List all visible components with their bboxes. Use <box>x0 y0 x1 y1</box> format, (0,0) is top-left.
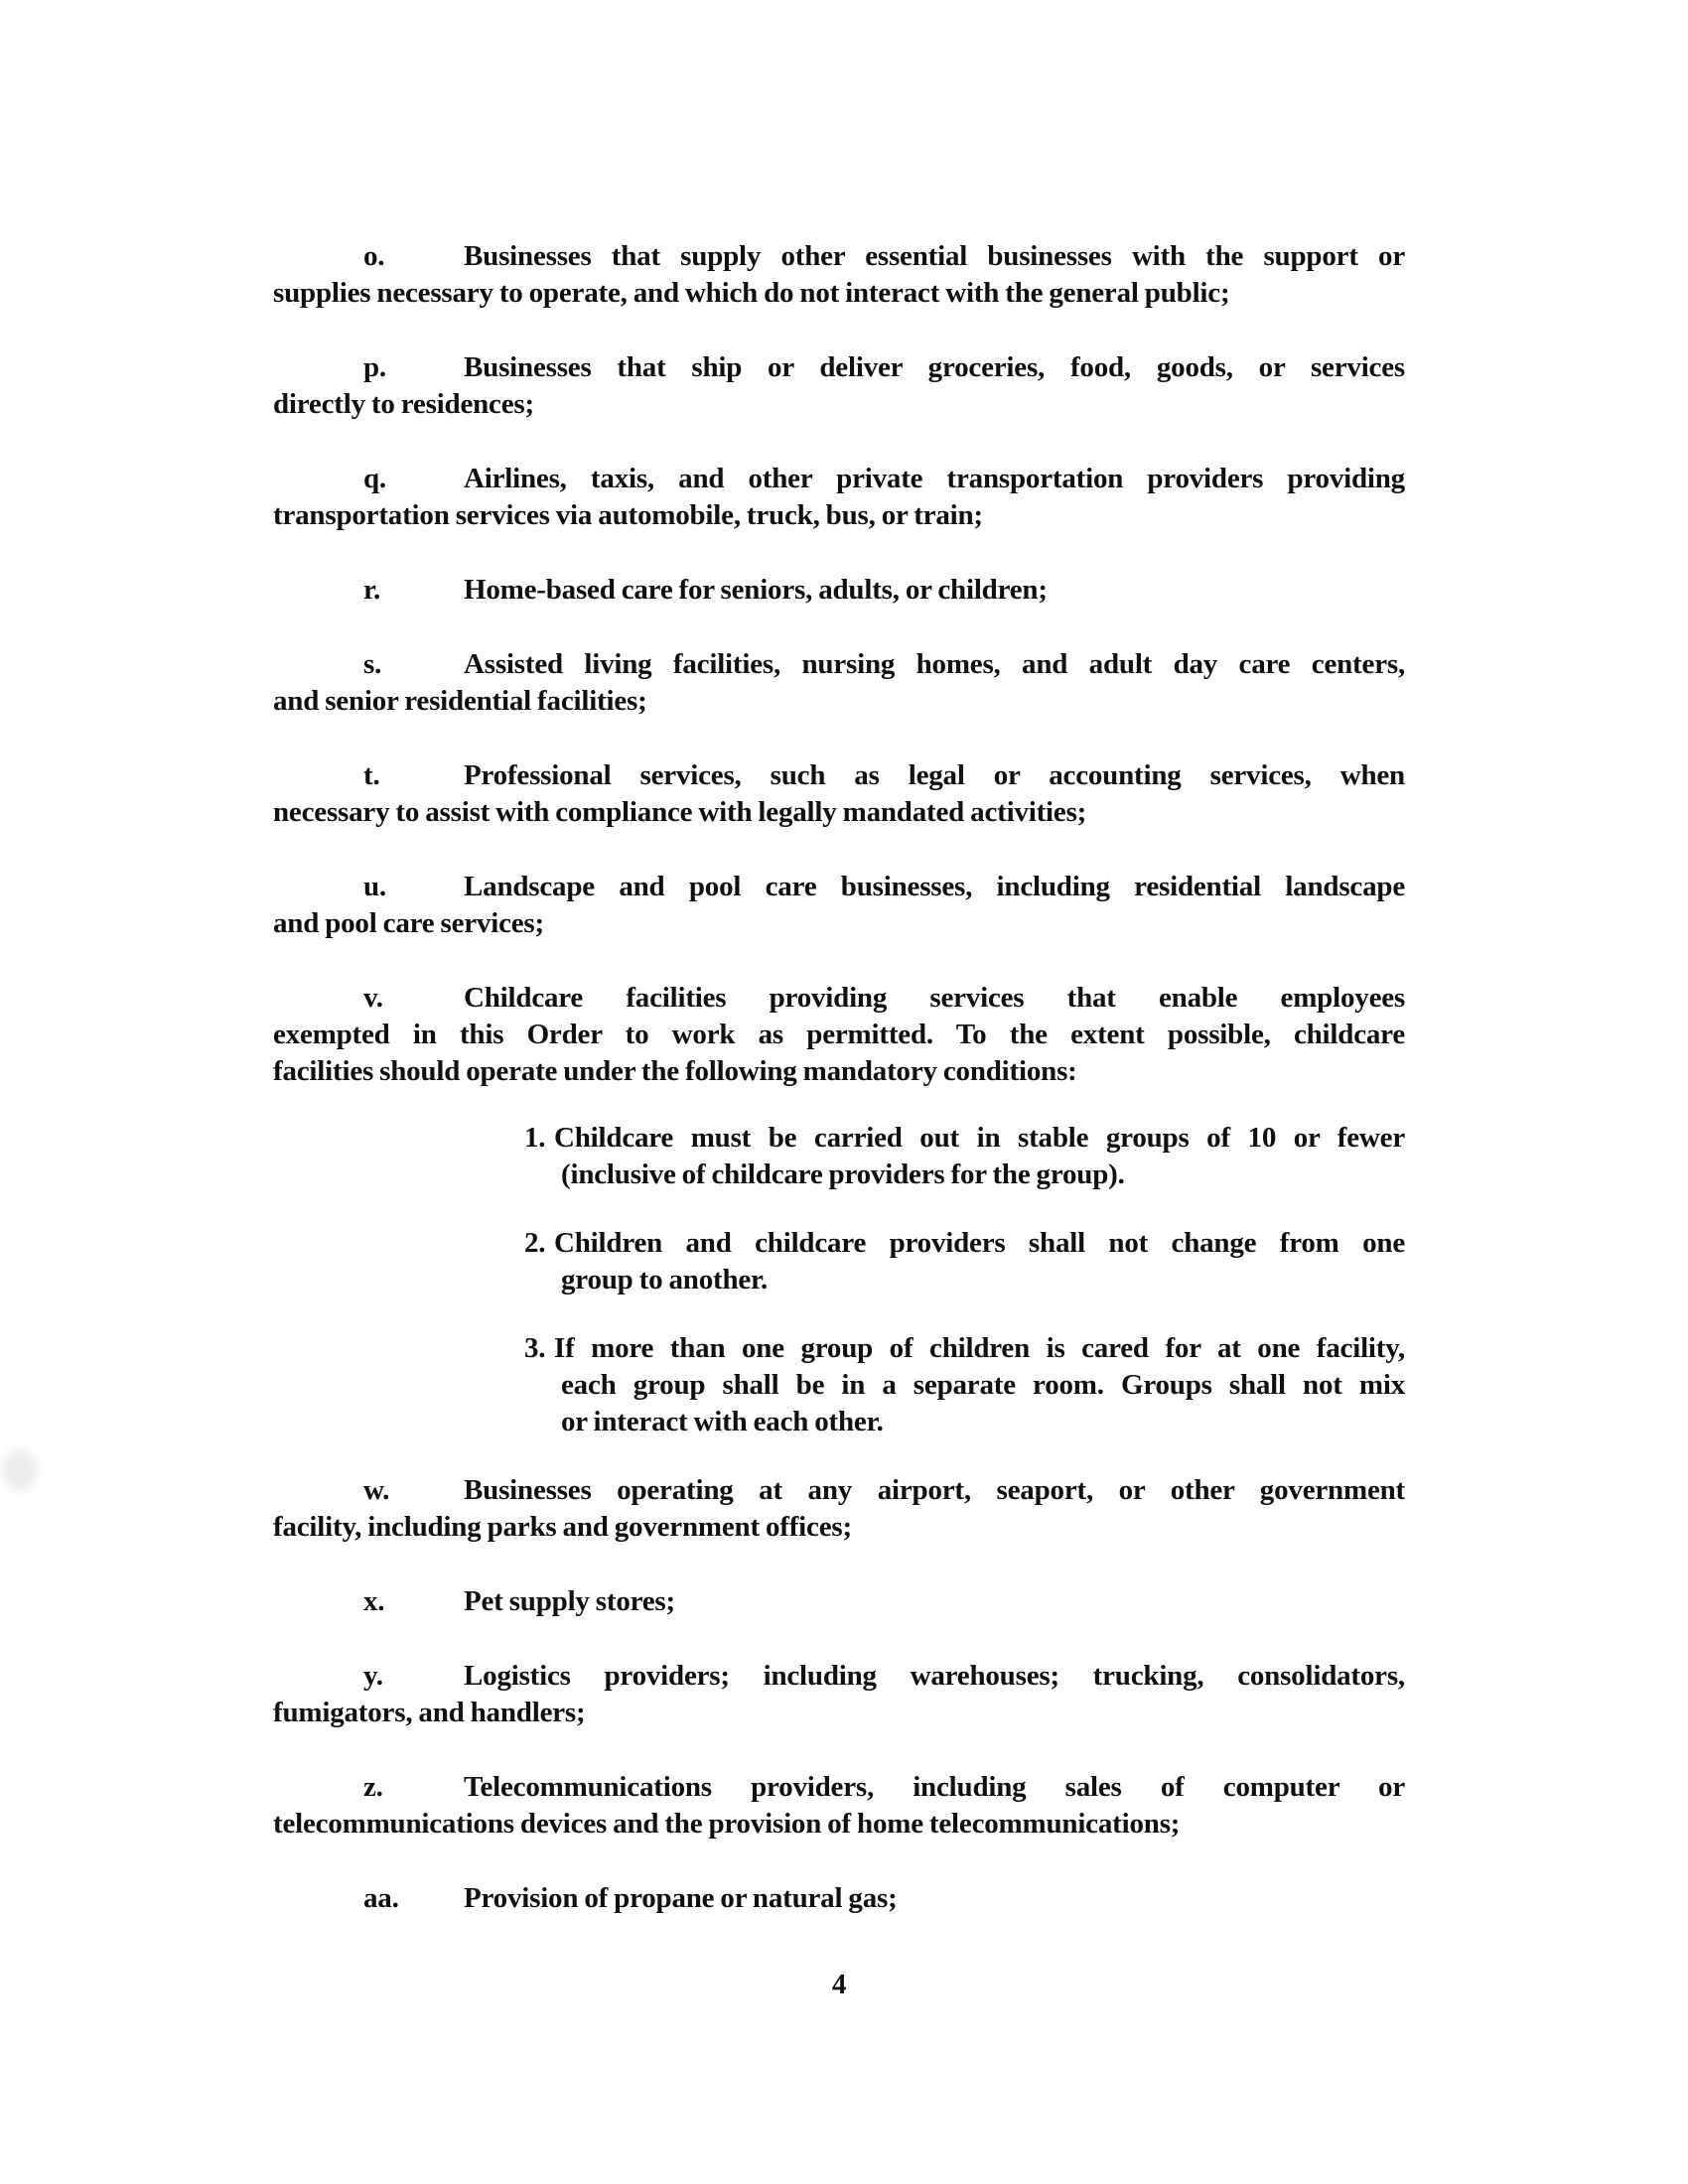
text-line: and senior residential facilities; <box>273 685 647 717</box>
item-text: Businesses that supply other essential businesses with the support or <box>464 240 1405 272</box>
text-line <box>273 1225 1405 1262</box>
text-line: group to another. <box>561 1264 769 1296</box>
item-text: Landscape and pool care businesses, including residential landscape <box>464 871 1405 902</box>
document-body <box>273 238 1405 2003</box>
item-label: r. <box>363 574 381 606</box>
item-text: Professional services, such as legal or accounting services, when <box>464 759 1405 791</box>
item-y <box>273 1658 1405 1731</box>
text-line: facilities should operate under the following mandatory conditions: <box>273 1055 1077 1087</box>
text-line <box>273 1330 1405 1367</box>
text-line: transportation services via automobile, truck, bus, or train; <box>273 499 983 531</box>
item-text: Assisted living facilities, nursing homes, and adult day care centers, <box>464 648 1405 680</box>
item-text: Airlines, taxis, and other private transportation providers providing <box>464 463 1405 494</box>
text-line: (inclusive of childcare providers for the group). <box>561 1159 1125 1190</box>
item-label: aa. <box>363 1882 399 1914</box>
text-line <box>273 1769 1405 1806</box>
text-line <box>273 1472 1405 1509</box>
item-v <box>273 980 1405 1090</box>
item-label: t. <box>363 759 380 791</box>
text-line: and pool care services; <box>273 907 544 939</box>
text-line <box>273 646 1405 683</box>
item-text: Logistics providers; including warehouses; trucking, consolidators, <box>464 1660 1405 1692</box>
item-x <box>273 1583 1405 1620</box>
item-text: Childcare facilities providing services that enable employees <box>464 982 1405 1014</box>
item-s <box>273 646 1405 720</box>
item-u <box>273 869 1405 942</box>
item-3 <box>273 1330 1405 1440</box>
item-label: s. <box>363 648 382 680</box>
text-line <box>273 572 1405 609</box>
text-line: necessary to assist with compliance with legally mandated activities; <box>273 796 1087 828</box>
item-label: v. <box>363 982 383 1014</box>
text-line <box>273 869 1405 905</box>
item-text: Provision of propane or natural gas; <box>464 1882 898 1914</box>
item-q <box>273 461 1405 534</box>
item-label: 1. <box>524 1122 546 1154</box>
text-line <box>273 238 1405 275</box>
text-line <box>273 757 1405 794</box>
item-label: 2. <box>524 1227 546 1259</box>
text-line: telecommunications devices and the provision of home telecommunications; <box>273 1808 1181 1840</box>
item-label: p. <box>363 351 386 383</box>
text-line <box>273 1658 1405 1695</box>
text-line: directly to residences; <box>273 388 534 420</box>
item-z <box>273 1769 1405 1843</box>
text-line: or interact with each other. <box>561 1406 884 1437</box>
item-text: If more than one group of children is cared for at one facility, <box>554 1332 1405 1364</box>
item-text: Childcare must be carried out in stable groups of 10 or fewer <box>554 1122 1405 1154</box>
item-label: u. <box>363 871 386 902</box>
item-text: Pet supply stores; <box>464 1585 675 1617</box>
item-text: Children and childcare providers shall not change from one <box>554 1227 1405 1259</box>
item-text: Businesses that ship or deliver groceries, food, goods, or services <box>464 351 1405 383</box>
text-line <box>273 349 1405 386</box>
item-label: q. <box>363 463 386 494</box>
item-label: o. <box>363 240 385 272</box>
page-number: 4 <box>831 1969 847 2000</box>
item-text: Home-based care for seniors, adults, or children; <box>464 574 1048 606</box>
page-footer <box>273 1967 1405 2003</box>
text-line: fumigators, and handlers; <box>273 1697 586 1728</box>
text-line: supplies necessary to operate, and which do not interact with the general public; <box>273 277 1230 309</box>
text-line <box>273 980 1405 1017</box>
item-text: Telecommunications providers, including sales of computer or <box>464 1771 1405 1803</box>
text-line: exempted in this Order to work as permitted. To the extent possible, childcare <box>273 1019 1405 1050</box>
item-o <box>273 238 1405 312</box>
item-label: x. <box>363 1585 385 1617</box>
item-text: Businesses operating at any airport, seaport, or other government <box>464 1474 1405 1506</box>
text-line <box>273 1583 1405 1620</box>
item-p <box>273 349 1405 423</box>
item-label: y. <box>363 1660 383 1692</box>
item-w <box>273 1472 1405 1546</box>
text-line: each group shall be in a separate room. Groups shall not mix <box>561 1369 1405 1401</box>
item-r <box>273 572 1405 609</box>
scan-artifact <box>2 1449 38 1491</box>
item-label: w. <box>363 1474 390 1506</box>
text-line <box>273 461 1405 497</box>
item-2 <box>273 1225 1405 1298</box>
text-line: facility, including parks and government offices; <box>273 1511 852 1543</box>
item-t <box>273 757 1405 831</box>
item-1 <box>273 1120 1405 1193</box>
item-aa <box>273 1880 1405 1917</box>
item-label: z. <box>363 1771 383 1803</box>
text-line <box>273 1880 1405 1917</box>
item-label: 3. <box>524 1332 546 1364</box>
paragraph-list <box>273 238 1405 1917</box>
text-line <box>273 1120 1405 1157</box>
